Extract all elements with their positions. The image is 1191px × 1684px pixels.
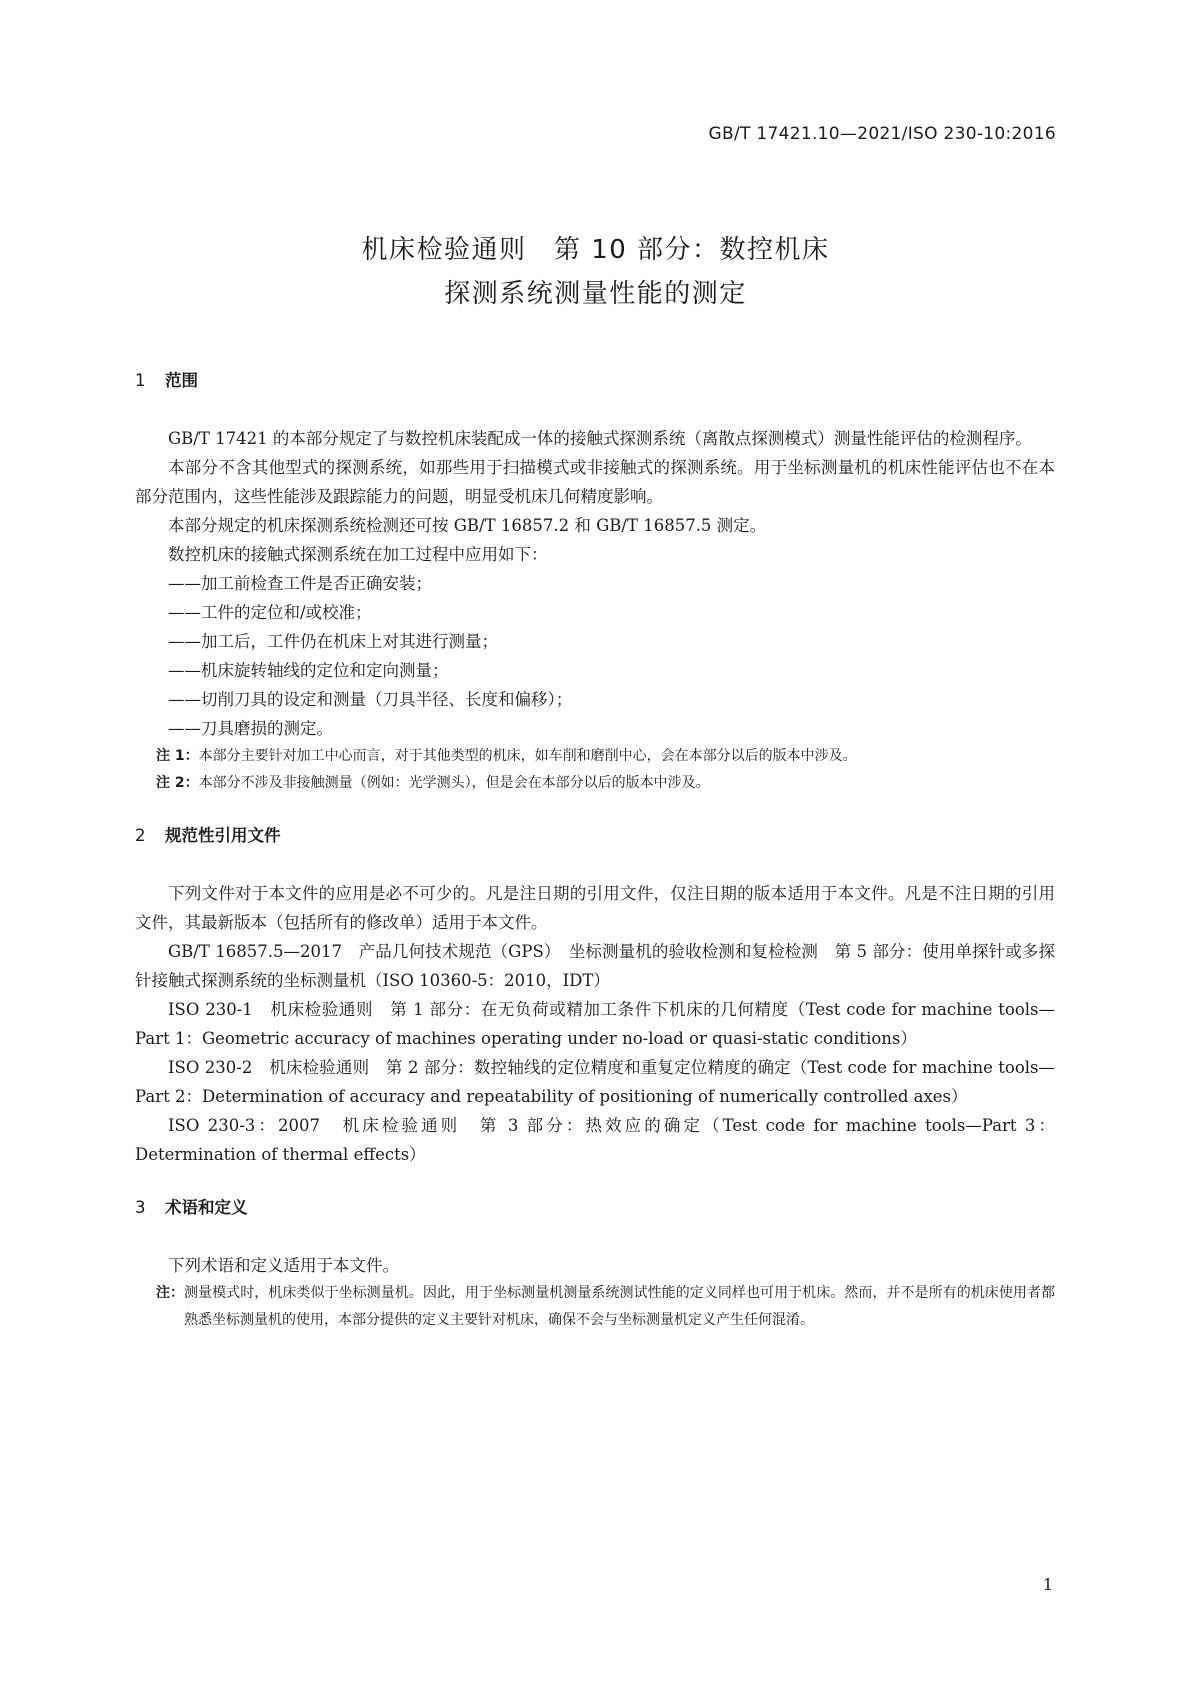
title-line-1: 机床检验通则 第 10 部分：数控机床 (361, 235, 830, 265)
page-number: 1 (1042, 1575, 1053, 1594)
standard-code: GB/T 17421.10—2021/ISO 230-10:2016 (708, 124, 1056, 144)
section-terms-definitions (135, 1197, 1055, 1334)
note-label: 注： (156, 1285, 184, 1301)
note (156, 743, 1055, 770)
section-title: 术语和定义 (165, 1198, 248, 1217)
section-scope (135, 370, 1055, 797)
list-item: ——工件的定位和/或校准； (168, 603, 372, 622)
title-line-2: 探测系统测量性能的测定 (444, 279, 747, 309)
section-heading (135, 370, 1055, 392)
paragraph: 本部分不含其他型式的探测系统，如那些用于扫描模式或非接触式的探测系统。用于坐标测量机的机床性能评估也不在本部分范围内，这些性能涉及跟踪能力的问题，明显受机床几何精度影响。 (135, 458, 1055, 506)
list-item: ——切削刀具的设定和测量（刀具半径、长度和偏移）； (168, 690, 573, 709)
list-item: ——加工后，工件仍在机床上对其进行测量； (168, 632, 498, 651)
note-label: 注 1： (156, 748, 199, 764)
note (156, 1280, 1055, 1334)
section-title: 范围 (165, 371, 198, 390)
list-item: ——加工前检查工件是否正确安装； (168, 574, 432, 593)
note (156, 770, 1055, 797)
list-item: ——刀具磨损的测定。 (168, 719, 333, 738)
paragraph: 数控机床的接触式探测系统在加工过程中应用如下： (168, 545, 548, 564)
note-text: 测量模式时，机床类似于坐标测量机。因此，用于坐标测量机测量系统测试性能的定义同样也可用于机床。然而，并不是所有的机床使用者都熟悉坐标测量机的使用，本部分提供的定义主要针对机床，确保不会与坐标测量机定义产生任何混淆。 (184, 1285, 1055, 1328)
paragraph: 下列术语和定义适用于本文件。 (168, 1256, 399, 1275)
reference-entry: ISO 230-3：2007 机床检验通则 第 3 部分：热效应的确定（Test code for machine tools—Part 3：Determination of thermal effects） (135, 1116, 1055, 1164)
reference-entry: GB/T 16857.5—2017 产品几何技术规范（GPS） 坐标测量机的验收检测和复检检测 第 5 部分：使用单探针或多探针接触式探测系统的坐标测量机（ISO 10360-5：2010，IDT） (135, 942, 1055, 990)
section-number: 2 (135, 826, 146, 845)
document-body (135, 370, 1055, 1362)
note-text: 本部分不涉及非接触测量（例如：光学测头），但是会在本部分以后的版本中涉及。 (198, 775, 710, 791)
note-label: 注 2： (156, 775, 199, 791)
document-title (0, 228, 1191, 316)
section-number: 3 (135, 1198, 146, 1217)
section-heading (135, 1197, 1055, 1219)
paragraph: GB/T 17421 的本部分规定了与数控机床装配成一体的接触式探测系统（离散点探测模式）测量性能评估的检测程序。 (168, 429, 1032, 448)
section-heading (135, 825, 1055, 847)
note-text: 本部分主要针对加工中心而言，对于其他类型的机床，如车削和磨削中心，会在本部分以后的版本中涉及。 (198, 748, 857, 764)
reference-entry: ISO 230-2 机床检验通则 第 2 部分：数控轴线的定位精度和重复定位精度的确定（Test code for machine tools—Part 2：Determination of accuracy and repeatability of positioning of numerically controlled axes） (135, 1058, 1055, 1106)
list-item: ——机床旋转轴线的定位和定向测量； (168, 661, 449, 680)
reference-entry: ISO 230-1 机床检验通则 第 1 部分：在无负荷或精加工条件下机床的几何精度（Test code for machine tools—Part 1：Geometric accuracy of machines operating under no-load or quasi-static conditions） (135, 1000, 1055, 1048)
paragraph: 下列文件对于本文件的应用是必不可少的。凡是注日期的引用文件，仅注日期的版本适用于本文件。凡是不注日期的引用文件，其最新版本（包括所有的修改单）适用于本文件。 (135, 884, 1055, 932)
paragraph: 本部分规定的机床探测系统检测还可按 GB/T 16857.2 和 GB/T 16857.5 测定。 (168, 516, 767, 535)
section-title: 规范性引用文件 (165, 826, 281, 845)
section-normative-references (135, 825, 1055, 1169)
section-number: 1 (135, 371, 146, 390)
